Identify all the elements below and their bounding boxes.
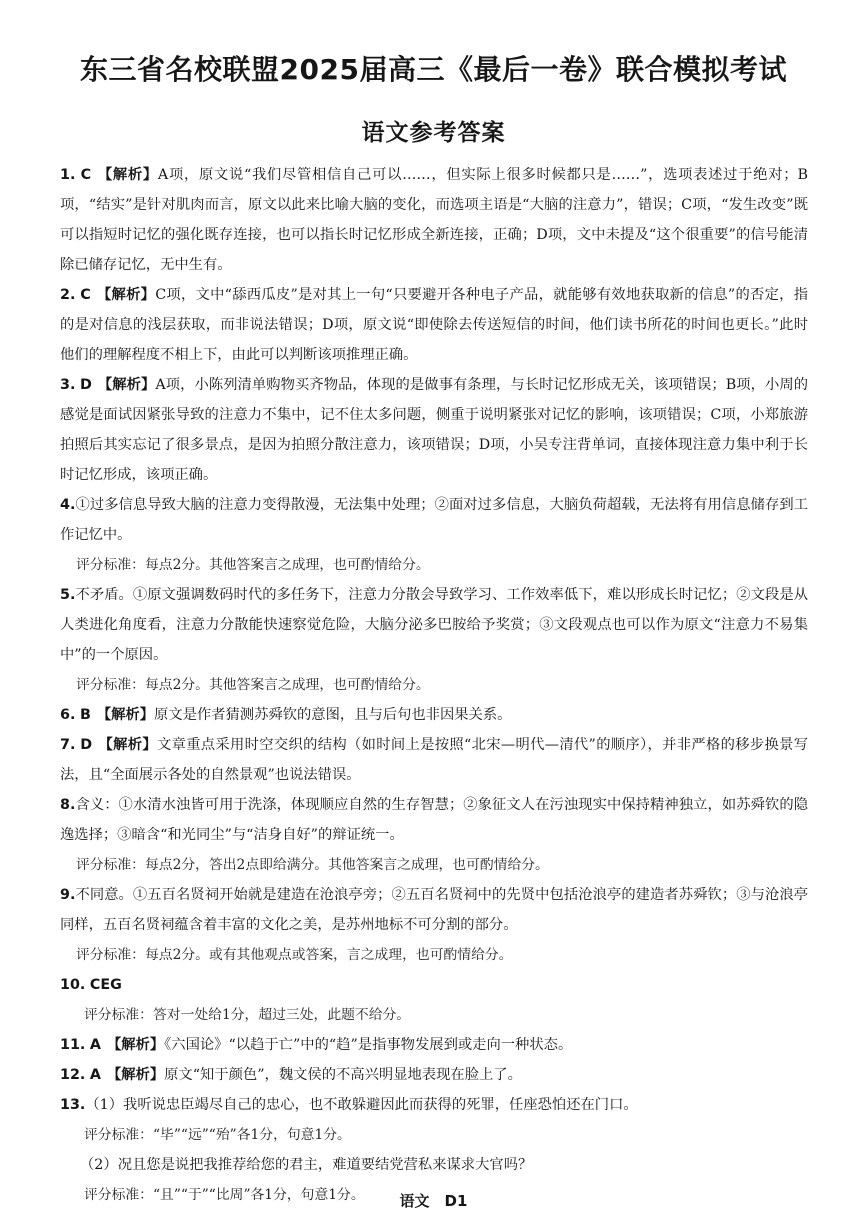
analysis-label: 【解析】: [98, 737, 157, 753]
analysis-label: 【解析】: [96, 707, 155, 723]
scoring-note-13-1: 评分标准：“毕”“远”“殆”各1分，句意1分。: [84, 1127, 351, 1143]
analysis-label: 【解析】: [96, 287, 156, 303]
answer-item-7: [60, 730, 808, 790]
item-number: 10.: [60, 977, 86, 993]
answer-item-3: [60, 370, 808, 490]
scoring-note-5: 评分标准：每点2分。其他答案言之成理，也可酌情给分。: [76, 677, 430, 693]
analysis-label: 【解析】: [97, 377, 156, 393]
answer-item-10: [60, 970, 808, 1000]
analysis-label: 【解析】: [106, 1067, 165, 1083]
translation-1: （1）我听说忠臣竭尽自己的忠心，也不敢躲避因此而获得的死罪，任座恐怕还在门口。: [85, 1097, 638, 1113]
answer-text: ①过多信息导致大脑的注意力变得散漫，无法集中处理；②面对过多信息，大脑负荷超载，无法将有用信息储存到工作记忆中。: [60, 497, 808, 543]
analysis-text: A项，原文说“我们尽管相信自己可以……，但实际上很多时候都只是……”，选项表述过于绝对；B项，“结实”是针对肌肉而言，原文以此来比喻大脑的变化，而选项主语是“大脑的注意力”，错误；C项，“发生改变”既可以指短时记忆的强化既存连接，也可以指长时记忆形成全新连接，正确；D项，文中未提及“这个很重要”的信号能清除已储存记忆，无中生有。: [60, 167, 809, 273]
item-number: 6.: [60, 707, 76, 723]
scoring-note-10: 评分标准：答对一处给1分，超过三处，此题不给分。: [84, 1007, 411, 1023]
answer-text: 不同意。①五百名贤祠开始就是建造在沧浪亭旁；②五百名贤祠中的先贤中包括沧浪亭的建造者苏舜钦；③与沧浪亭同样，五百名贤祠蕴含着丰富的文化之美，是苏州地标不可分割的部分。: [60, 887, 808, 933]
answer-item-9: [60, 880, 808, 940]
answer-item-2: [60, 280, 808, 370]
item-number: 12.: [60, 1067, 86, 1083]
analysis-label: 【解析】: [97, 167, 158, 183]
analysis-text: C项，文中“舔西瓜皮”是对其上一句“只要避开各种电子产品，就能够有效地获取新的信息”的否定，指的是对信息的浅层获取，而非说法错误；D项，原文说“即使除去传送短信的时间，他们读书所花的时间也更长。”此时他们的理解程度不相上下，由此可以判断该项推理正确。: [60, 287, 809, 363]
item-number: 3.: [60, 377, 76, 393]
answer-item-6: [60, 700, 808, 730]
answer-item-5: [60, 580, 808, 670]
analysis-label: 【解析】: [106, 1037, 165, 1053]
analysis-text: A项，小陈列清单购物买齐物品，体现的是做事有条理，与长时记忆形成无关，该项错误；B项，小周的感觉是面试因紧张导致的注意力不集中，记不住太多问题，侧重于说明紧张对记忆的影响，该项错误；C项，小郑旅游拍照后其实忘记了很多景点，是因为拍照分散注意力，该项错误；D项，小吴专注背单词，直接体现注意力集中利于长时记忆形成，该项正确。: [60, 377, 809, 483]
answer-item-8: [60, 790, 808, 850]
item-number: 5.: [60, 587, 76, 603]
analysis-text: 文章重点采用时空交织的结构（如时间上是按照“北宋—明代—清代”的顺序），并非严格的移步换景写法，且“全面展示各处的自然景观”也说法错误。: [60, 737, 809, 783]
scoring-note-13-2: 评分标准：“且”“于”“比周”各1分，句意1分。: [84, 1187, 365, 1203]
item-number: 2.: [60, 287, 76, 303]
answer-choice: C: [80, 167, 92, 183]
answer-item-11: [60, 1030, 808, 1060]
item-number: 7.: [60, 737, 76, 753]
item-number: 1.: [60, 167, 76, 183]
item-number: 13.: [60, 1097, 86, 1113]
answer-item-1: [60, 160, 808, 280]
answer-text: 不矛盾。①原文强调数码时代的多任务下，注意力分散会导致学习、工作效率低下，难以形成长时记忆；②文段是从人类进化角度看，注意力分散能快速察觉危险，大脑分泌多巴胺给予奖赏；③文段观点也可以作为原文“注意力不易集中”的一个原因。: [60, 587, 808, 663]
answer-item-12: [60, 1060, 808, 1090]
answer-choice: CEG: [89, 977, 122, 993]
answer-choice: D: [80, 737, 93, 753]
answer-choice: A: [89, 1037, 101, 1053]
scoring-note-8: 评分标准：每点2分，答出2点即给满分。其他答案言之成理，也可酌情给分。: [76, 857, 549, 873]
analysis-text: 《六国论》“以趋于亡”中的“趋”是指事物发展到或走向一种状态。: [164, 1037, 573, 1053]
answer-list: [60, 160, 808, 1210]
analysis-text: 原文“知于颜色”，魏文侯的不高兴明显地表现在脸上了。: [164, 1067, 522, 1083]
item-number: 11.: [60, 1037, 86, 1053]
answer-choice: A: [89, 1067, 101, 1083]
answer-choice: B: [79, 707, 91, 723]
page-subtitle: 语文参考答案: [361, 120, 506, 146]
item-number: 4.: [60, 497, 76, 513]
item-number: 8.: [60, 797, 76, 813]
page-footer: 语文 D1: [399, 1192, 468, 1210]
analysis-text: 原文是作者猜测苏舜钦的意图，且与后句也非因果关系。: [154, 707, 512, 723]
scoring-note-4: 评分标准：每点2分。其他答案言之成理，也可酌情给分。: [76, 557, 430, 573]
translation-2: （2）况且您是说把我推荐给您的君主，难道要结党营私来谋求大官吗？: [80, 1157, 533, 1173]
scoring-note-9: 评分标准：每点2分。或有其他观点或答案，言之成理，也可酌情给分。: [76, 947, 513, 963]
answer-item-13: [60, 1090, 808, 1120]
answer-choice: C: [80, 287, 91, 303]
page-title: 东三省名校联盟2025届高三《最后一卷》联合模拟考试: [80, 53, 787, 86]
answer-choice: D: [80, 377, 92, 393]
answer-item-4: [60, 490, 808, 550]
answer-text: 含义：①水清水浊皆可用于洗涤，体现顺应自然的生存智慧；②象征文人在污浊现实中保持精神独立，如苏舜钦的隐逸选择；③暗含“和光同尘”与“洁身自好”的辩证统一。: [60, 797, 808, 843]
item-number: 9.: [60, 887, 76, 903]
